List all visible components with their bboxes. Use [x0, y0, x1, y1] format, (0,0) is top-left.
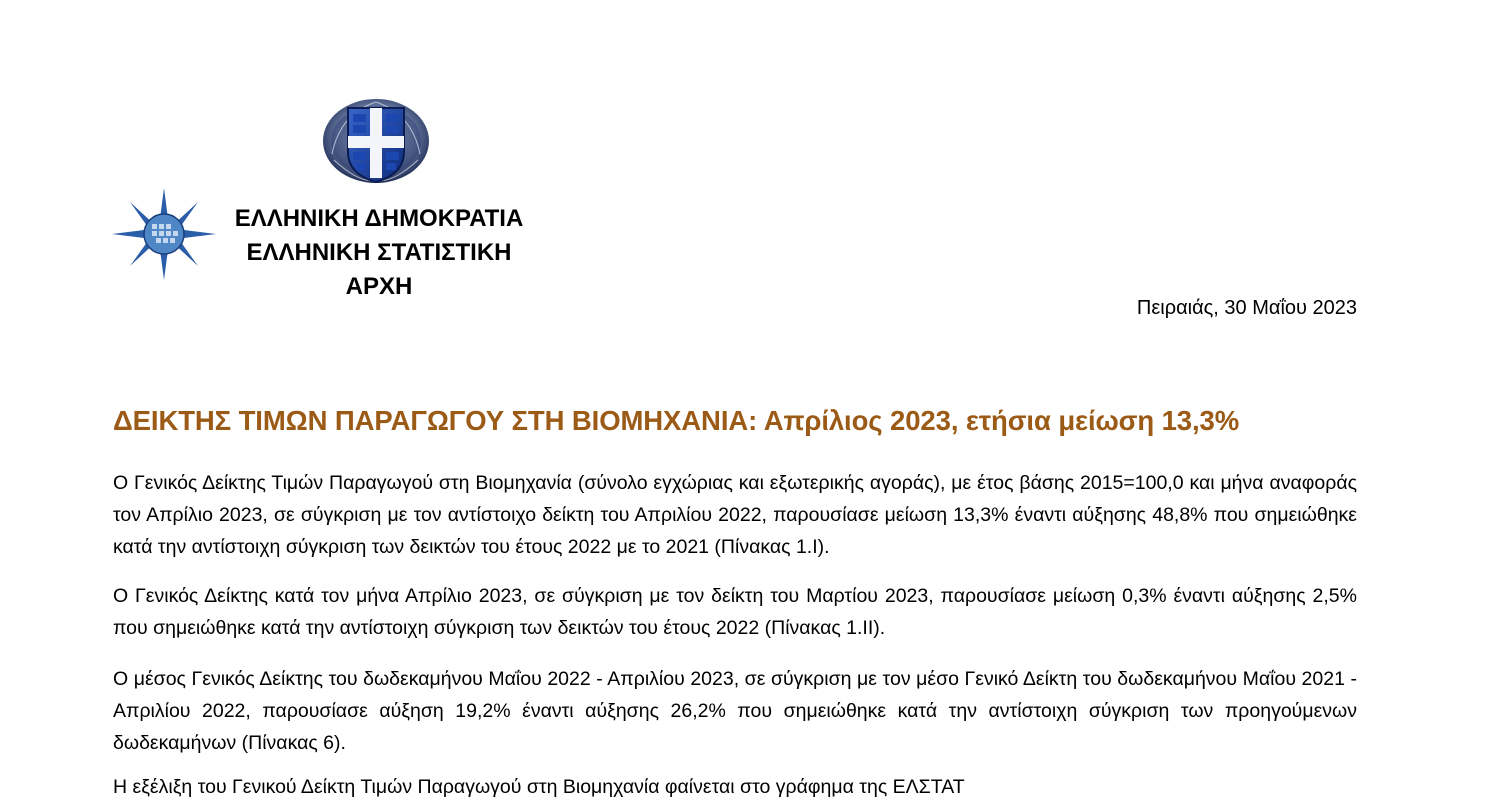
paragraph-twelve-month-change: Ο μέσος Γενικός Δείκτης του δωδεκαμήνου Μαΐου 2022 - Απριλίου 2023, σε σύγκριση με τον μέσο Γενικό Δείκτη του δωδεκαμήνου Μαΐου 2021 - Απριλίου 2022, παρουσίασε αύξηση 19,2% έναντι αύξησης 26,2% που σημειώθηκε κατά την αντίστοιχη σύγκριση των προηγούμενων δωδεκαμήνων (Πίνακας 6).: [113, 668, 1357, 754]
greek-coat-of-arms-icon: [320, 94, 432, 188]
paragraph-annual-change: Ο Γενικός Δείκτης Τιμών Παραγωγού στη Βιομηχανία (σύνολο εγχώριας και εξωτερικής αγοράς), με έτος βάσης 2015=100,0 και μήνα αναφοράς τον Απρίλιο 2023, σε σύγκριση με τον αντίστοιχο δείκτη του Απριλίου 2022, παρουσίασε μείωση 13,3% έναντι αύξησης 48,8% που σημειώθηκε κατά την αντίστοιχη σύγκριση των δεικτών του έτους 2022 με το 2021 (Πίνακας 1.I).: [113, 472, 1357, 558]
paragraph-monthly-change: Ο Γενικός Δείκτης κατά τον μήνα Απρίλιο 2023, σε σύγκριση με τον δείκτη του Μαρτίου 2023, παρουσίασε μείωση 0,3% έναντι αύξησης 2,5% που σημειώθηκε κατά την αντίστοιχη σύγκριση των δεικτών του έτους 2022 (Πίνακας 1.II).: [113, 585, 1357, 639]
document-date: Πειραιάς, 30 Μαΐου 2023: [1136, 297, 1357, 319]
organization-name: [214, 202, 544, 304]
elstat-compass-star-icon: [112, 188, 220, 280]
paragraph-chart-reference: Η εξέλιξη του Γενικού Δείκτη Τιμών Παραγωγού στη Βιομηχανία φαίνεται στο γράφημα της ΕΛΣΤΑΤ: [113, 776, 965, 798]
document-title: ΔΕΙΚΤΗΣ ΤΙΜΩΝ ΠΑΡΑΓΩΓΟΥ ΣΤΗ ΒΙΟΜΗΧΑΝΙΑ: Απρίλιος 2023, ετήσια μείωση 13,3%: [113, 405, 1240, 436]
org-line-2: ΕΛΛΗΝΙΚΗ ΣΤΑΤΙΣΤΙΚΗ ΑΡΧΗ: [246, 239, 512, 300]
org-line-1: ΕΛΛΗΝΙΚΗ ΔΗΜΟΚΡΑΤΙΑ: [234, 205, 524, 232]
